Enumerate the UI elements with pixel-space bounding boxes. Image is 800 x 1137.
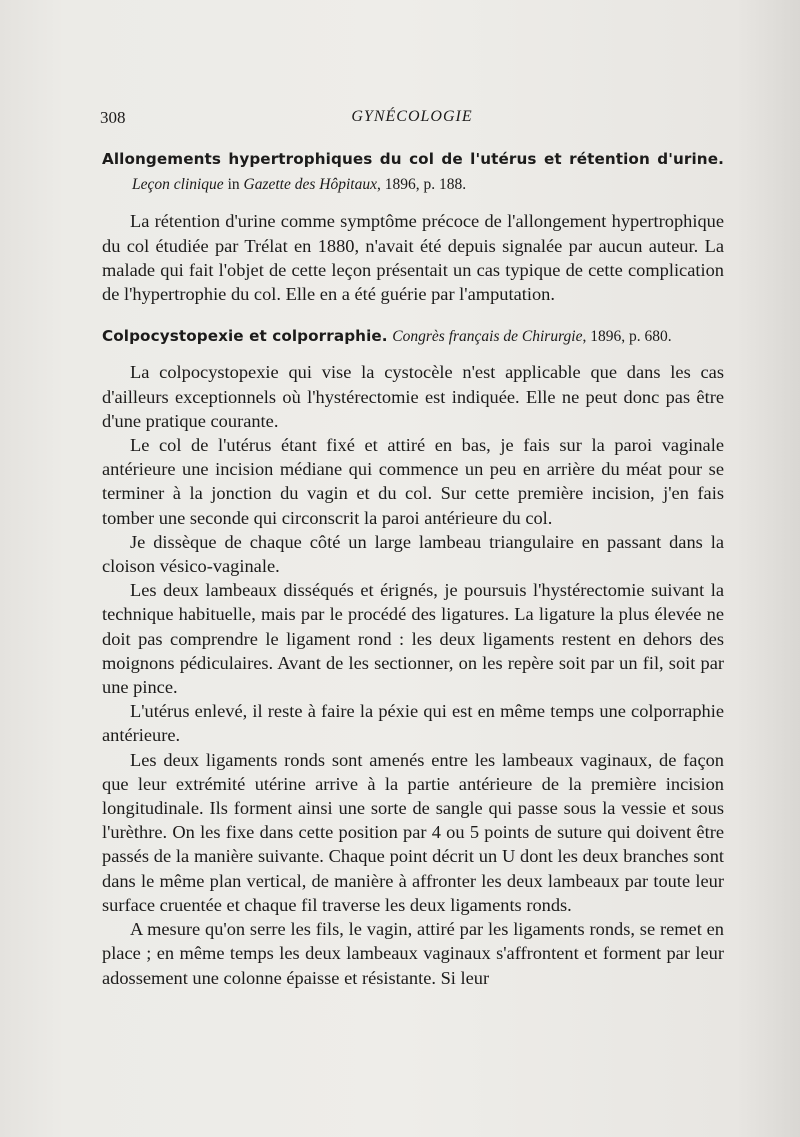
page-body <box>102 146 724 990</box>
entry-meta: , 1896, p. 188. <box>376 176 467 194</box>
paragraph: La rétention d'urine comme symptôme précoce de l'allongement hypertrophique du col étudiée par Trélat en 1880, n'avait été depuis signalée par aucun auteur. La malade qui fait l'objet de cette leçon présentait un cas typique de cette complication de l'hypertrophie du col. Elle en a été guérie par l'amputation. <box>102 211 724 305</box>
entry-heading <box>102 146 724 197</box>
entry-heading <box>102 323 724 349</box>
entry-journal: Gazette des Hôpitaux <box>243 176 377 194</box>
paragraph: Je dissèque de chaque côté un large lambeau triangulaire en passant dans la cloison vésico-vaginale. <box>102 531 724 577</box>
entry-source-type: Leçon clinique <box>132 176 224 194</box>
entry-meta: , 1896, p. 680. <box>582 328 672 346</box>
paragraph: L'utérus enlevé, il reste à faire la péxie qui est en même temps une colporraphie antérieure. <box>102 701 724 746</box>
entry-title: Allongements hypertrophiques du col de l'utérus et rétention d'urine. <box>102 150 724 168</box>
paragraph: Les deux lambeaux disséqués et érignés, je poursuis l'hystérectomie suivant la technique habituelle, mais par le procédé des ligatures. La ligature la plus élevée ne doit pas comprendre le ligament rond : les deux ligaments restent en dehors des moignons pédiculaires. Avant de les sectionner, on les repère soit par un fil, soit par une pince. <box>102 580 724 698</box>
entry-journal: Congrès français de Chirurgie <box>392 328 583 346</box>
paragraph: La colpocystopexie qui vise la cystocèle n'est applicable que dans les cas d'ailleurs exceptionnels où l'hystérectomie est indiquée. Elle ne peut donc pas être d'une pratique courante. <box>102 362 724 431</box>
paragraph: Le col de l'utérus étant fixé et attiré en bas, je fais sur la paroi vaginale antérieure une incision médiane qui commence un peu en arrière du méat pour se terminer à la jonction du vagin et du col. Sur cette première incision, j'en fais tomber une seconde qui circonscrit la paroi antérieure du col. <box>102 435 724 528</box>
page-number: 308 <box>100 108 126 127</box>
running-title: GYNÉCOLOGIE <box>351 108 473 125</box>
paragraph: A mesure qu'on serre les fils, le vagin, attiré par les ligaments ronds, se remet en place ; en même temps les deux lambeaux vaginaux s'affrontent et forment par leur adossement une colonne épaisse et résistante. Si leur <box>102 919 724 988</box>
entry-title: Colpocystopexie et colporraphie. <box>102 327 388 346</box>
page-header <box>100 108 724 130</box>
paragraph: Les deux ligaments ronds sont amenés entre les lambeaux vaginaux, de façon que leur extrémité utérine arrive à la partie antérieure de la première incision longitudinale. Ils forment ainsi une sorte de sangle qui passe sous la vessie et sous l'urèthre. On les fixe dans cette position par 4 ou 5 points de suture qui doivent être passés de la manière suivante. Chaque point décrit un U dont les deux branches sont dans le même plan vertical, de manière à affronter les deux lambeaux par toute leur surface cruentée et chaque fil traverse les deux ligaments ronds. <box>102 749 724 915</box>
entry-source-connector: in <box>223 176 244 194</box>
